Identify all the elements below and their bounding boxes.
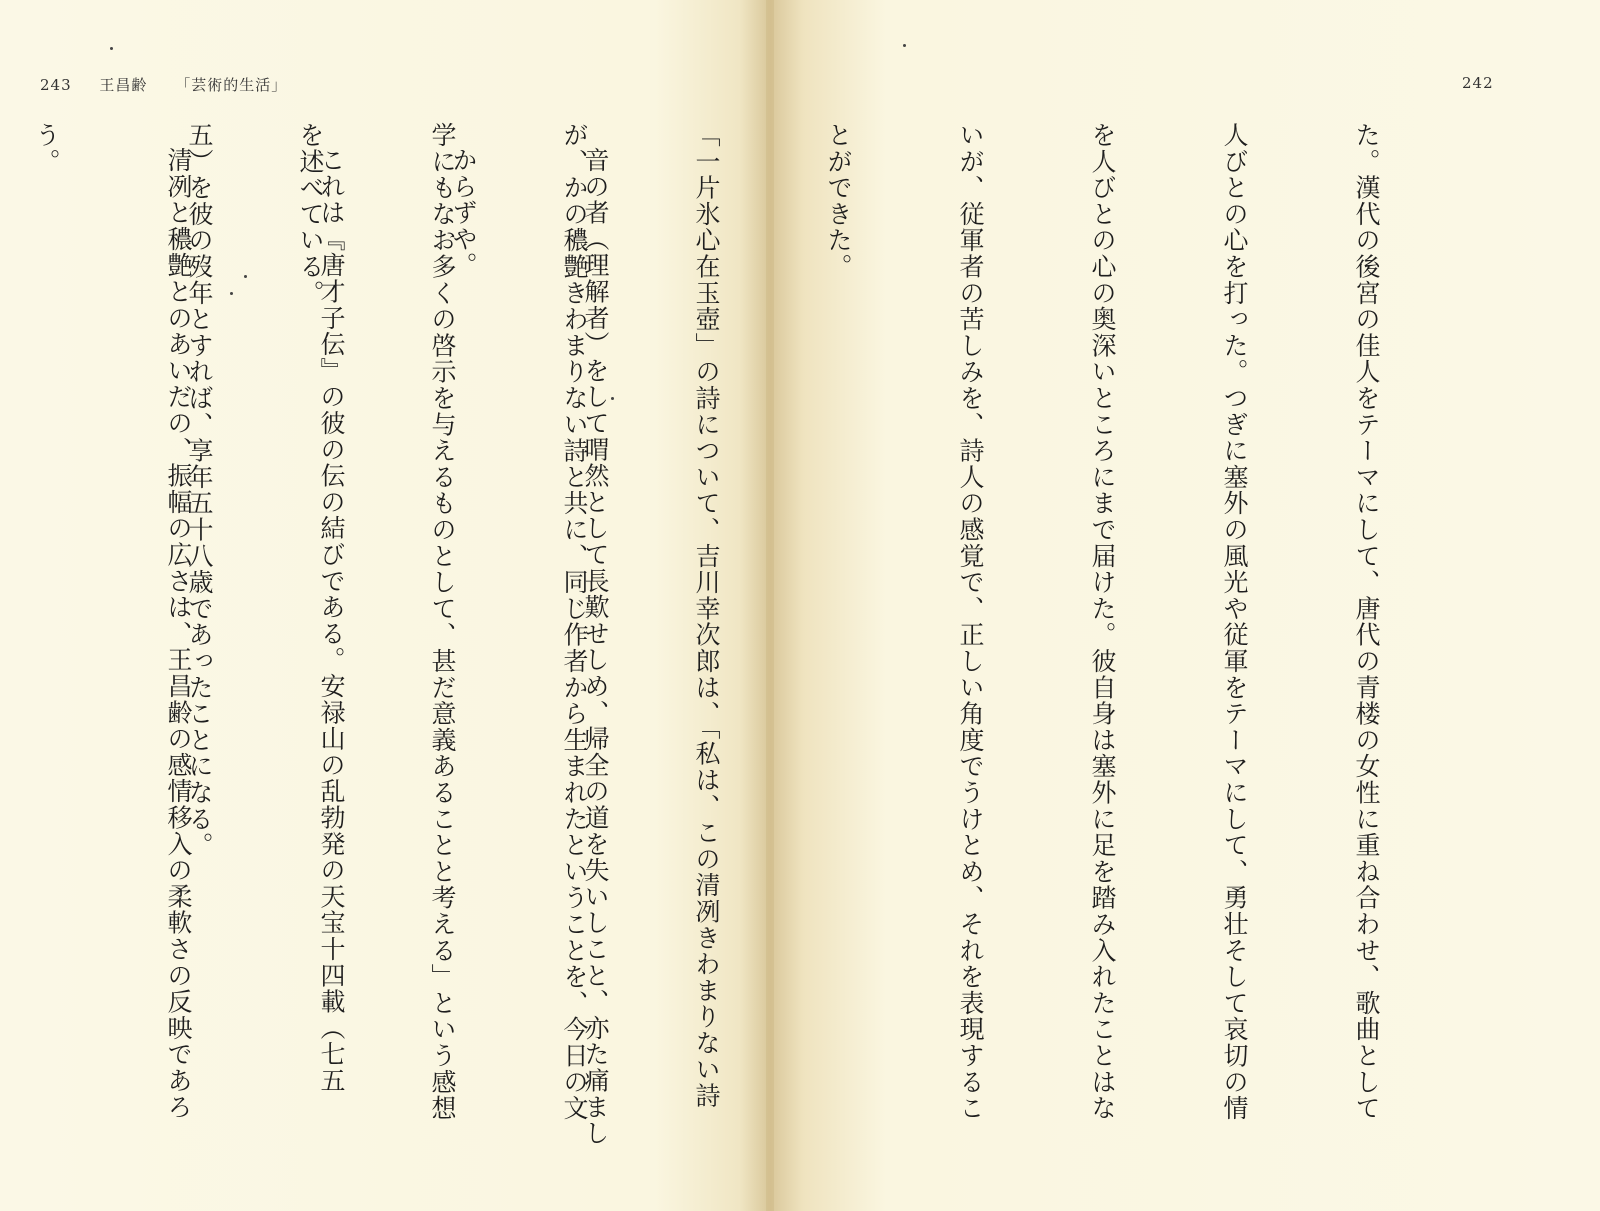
right-page-number: 242 xyxy=(1462,74,1494,92)
text-line: とができた。 xyxy=(824,122,853,280)
paper-speck xyxy=(903,44,906,47)
text-line: 学にもなお多くの啓示を与えるものとして、甚だ意義あることと考える」という感想 xyxy=(428,122,457,1122)
quote-line: からずや。 xyxy=(449,147,478,279)
text-line: 五）を彼の歿年とすれば、享年五十八歳であったことになる。 xyxy=(185,122,214,859)
quote-line: 音の者（理解者）をして喟然として長歎せしめ、帰全の道を失いしこと、亦た痛まし xyxy=(581,147,610,1147)
text-line: これは『唐才子伝』の彼の伝の結びである。安禄山の乱勃発の天宝十四載（七五 xyxy=(317,147,346,1094)
paper-speck xyxy=(244,275,247,278)
left-page-header xyxy=(40,74,309,95)
text-line: 「一片氷心在玉壺」の詩について、吉川幸次郎は、「私は、この清冽きわまりない詩 xyxy=(692,122,721,1109)
paper-speck xyxy=(110,47,113,50)
left-page-number: 243 xyxy=(40,76,72,94)
text-line: た。漢代の後宮の佳人をテーマにして、唐代の青楼の女性に重ね合わせ、歌曲として xyxy=(1352,122,1381,1122)
text-line: う。 xyxy=(32,122,61,175)
text-line: いが、従軍者の苦しみを、詩人の感覚で、正しい角度でうけとめ、それを表現するこ xyxy=(956,122,985,1122)
text-line: 人びとの心を打った。つぎに塞外の風光や従軍をテーマにして、勇壮そして哀切の情 xyxy=(1220,122,1249,1122)
running-head-author: 王昌齢 xyxy=(99,76,148,94)
text-line: が、かの穠艶きわまりない詩と共に、同じ作者から生まれたということを、今日の文 xyxy=(560,122,589,1122)
text-line: を述べている。 xyxy=(296,122,325,307)
paper-speck xyxy=(230,292,233,295)
text-line: を人びとの心の奥深いところにまで届けた。彼自身は塞外に足を踏み入れたことはな xyxy=(1088,122,1117,1122)
text-line: 清冽と穠艶とのあいだの、振幅の広さは、王昌齢の感情移入の柔軟さの反映であろ xyxy=(164,147,193,1121)
paper-speck xyxy=(611,397,614,400)
running-head-chapter: 「芸術的生活」 xyxy=(175,76,288,94)
